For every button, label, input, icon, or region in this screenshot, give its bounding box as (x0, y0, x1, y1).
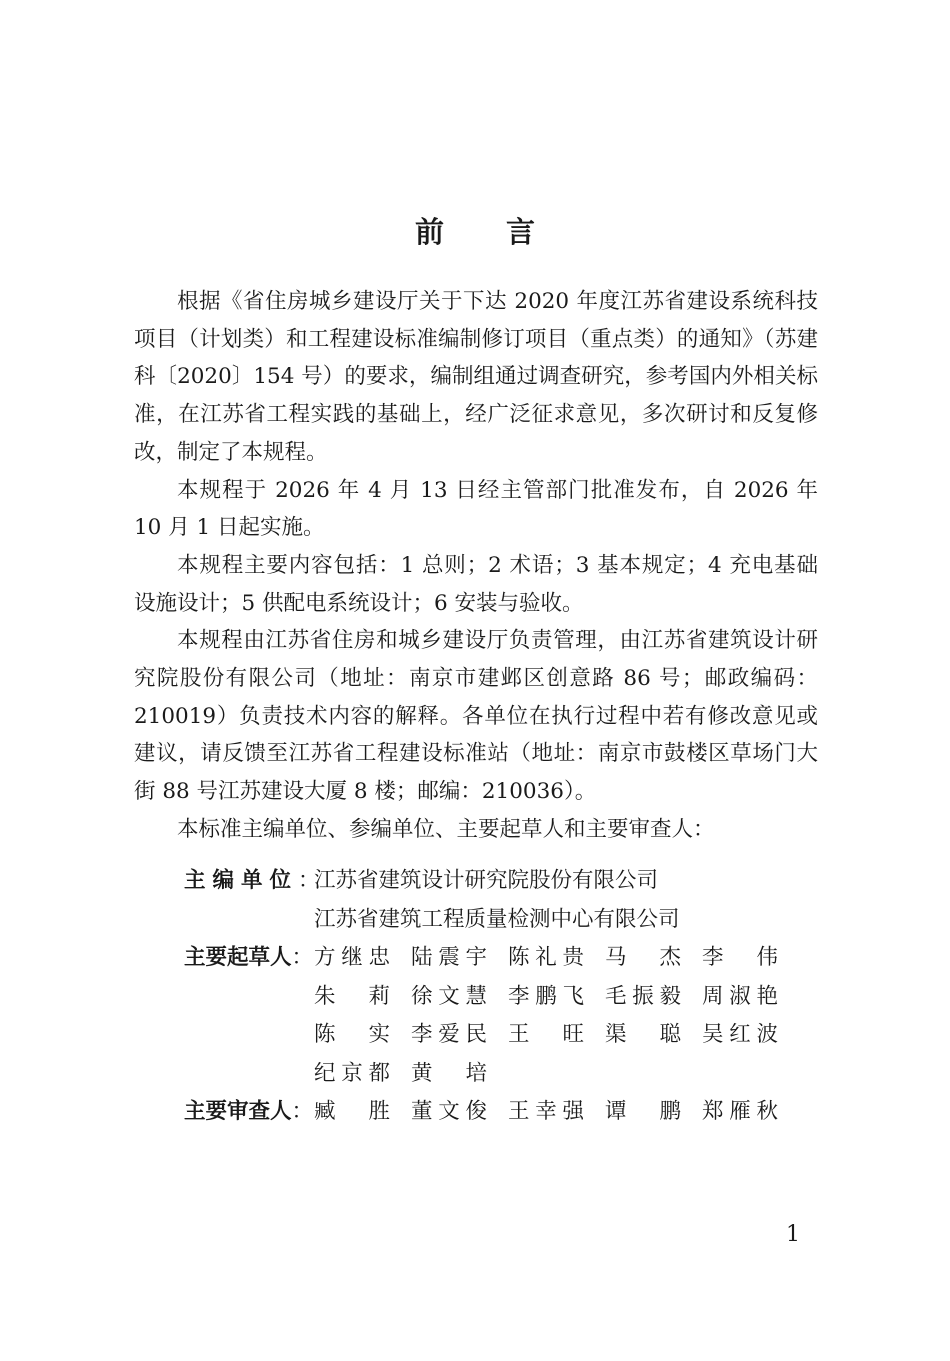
page-title: 前 言 (414, 215, 562, 249)
drafters-list (314, 939, 804, 1093)
preface-paragraph: 根据《省住房城乡建设厅关于下达 2020 年度江苏省建设系统科技项目（计划类）和工程建设标准编制修订项目（重点类）的通知》（苏建科〔2020〕154 号）的要求，编制组通过调查研究，参考国内外相关标准，在江苏省工程实践的基础上，经广泛征求意见，多次研讨和反复修改，制定了本规程。 (134, 289, 818, 465)
drafter-name: 马杰 (605, 945, 681, 970)
drafter-name: 黄培 (411, 1060, 487, 1086)
drafters-row (184, 939, 804, 1093)
preface-body (134, 283, 818, 849)
chief-units-row (184, 862, 804, 939)
reviewer-name: 王幸强 (508, 1099, 584, 1124)
reviewers-row (184, 1093, 804, 1132)
preface-paragraph: 本规程主要内容包括：1 总则；2 术语；3 基本规定；4 充电基础设施设计；5 供配电系统设计；6 安装与验收。 (134, 552, 818, 616)
reviewer-name: 臧胜 (314, 1099, 390, 1124)
chief-unit: 江苏省建筑设计研究院股份有限公司 (314, 868, 659, 893)
drafter-name: 陆震宇 (411, 945, 487, 970)
contributors-section (184, 862, 804, 1132)
drafter-name: 朱莉 (314, 983, 390, 1009)
drafter-name: 陈实 (314, 1022, 390, 1047)
drafter-name: 李伟 (702, 945, 778, 970)
drafter-name: 徐文慧 (411, 983, 487, 1009)
page-number: 1 (786, 1222, 800, 1247)
preface-paragraph: 本规程由江苏省住房和城乡建设厅负责管理，由江苏省建筑设计研究院股份有限公司（地址：南京市建邺区创意路 86 号；邮政编码：210019）负责技术内容的解释。各单位在执行过程中若有修改意见或建议，请反馈至江苏省工程建设标准站（地址：南京市鼓楼区草场门大街 88 号江苏建设大厦 8 楼；邮编：210036）。 (134, 628, 818, 805)
drafter-name: 吴红波 (702, 1022, 778, 1047)
chief-unit: 江苏省建筑工程质量检测中心有限公司 (314, 906, 680, 932)
drafter-name: 周淑艳 (702, 983, 778, 1009)
drafter-name: 陈礼贵 (508, 945, 584, 970)
drafter-name: 渠聪 (605, 1022, 681, 1047)
drafter-name: 方继忠 (314, 945, 390, 970)
label-colon: ： (291, 945, 314, 970)
reviewer-name: 董文俊 (411, 1099, 487, 1124)
chief-units-label (184, 862, 320, 901)
reviewers-label-text: 主要审查人 (184, 1099, 292, 1124)
reviewers-label (184, 1093, 314, 1132)
label-colon: ： (298, 868, 320, 893)
reviewer-name: 郑雁秋 (702, 1099, 778, 1124)
drafter-name: 李爱民 (411, 1022, 487, 1047)
reviewer-name: 谭鹏 (605, 1099, 681, 1124)
chief-units-list (314, 862, 804, 939)
preface-paragraph: 本规程于 2026 年 4 月 13 日经主管部门批准发布，自 2026 年 10 月 1 日起实施。 (134, 477, 818, 541)
drafter-name: 李鹏飞 (508, 983, 584, 1009)
drafters-label-text: 主要起草人 (184, 945, 292, 970)
chief-units-label-text: 主编单位 (184, 868, 299, 893)
preface-paragraph: 本标准主编单位、参编单位、主要起草人和主要审查人： (177, 816, 715, 842)
reviewers-list (314, 1093, 804, 1132)
drafter-name: 纪京都 (314, 1060, 390, 1086)
drafter-name: 王旺 (508, 1022, 584, 1047)
drafter-name: 毛振毅 (605, 983, 681, 1009)
drafters-label (184, 939, 314, 978)
label-colon: ： (291, 1099, 314, 1124)
